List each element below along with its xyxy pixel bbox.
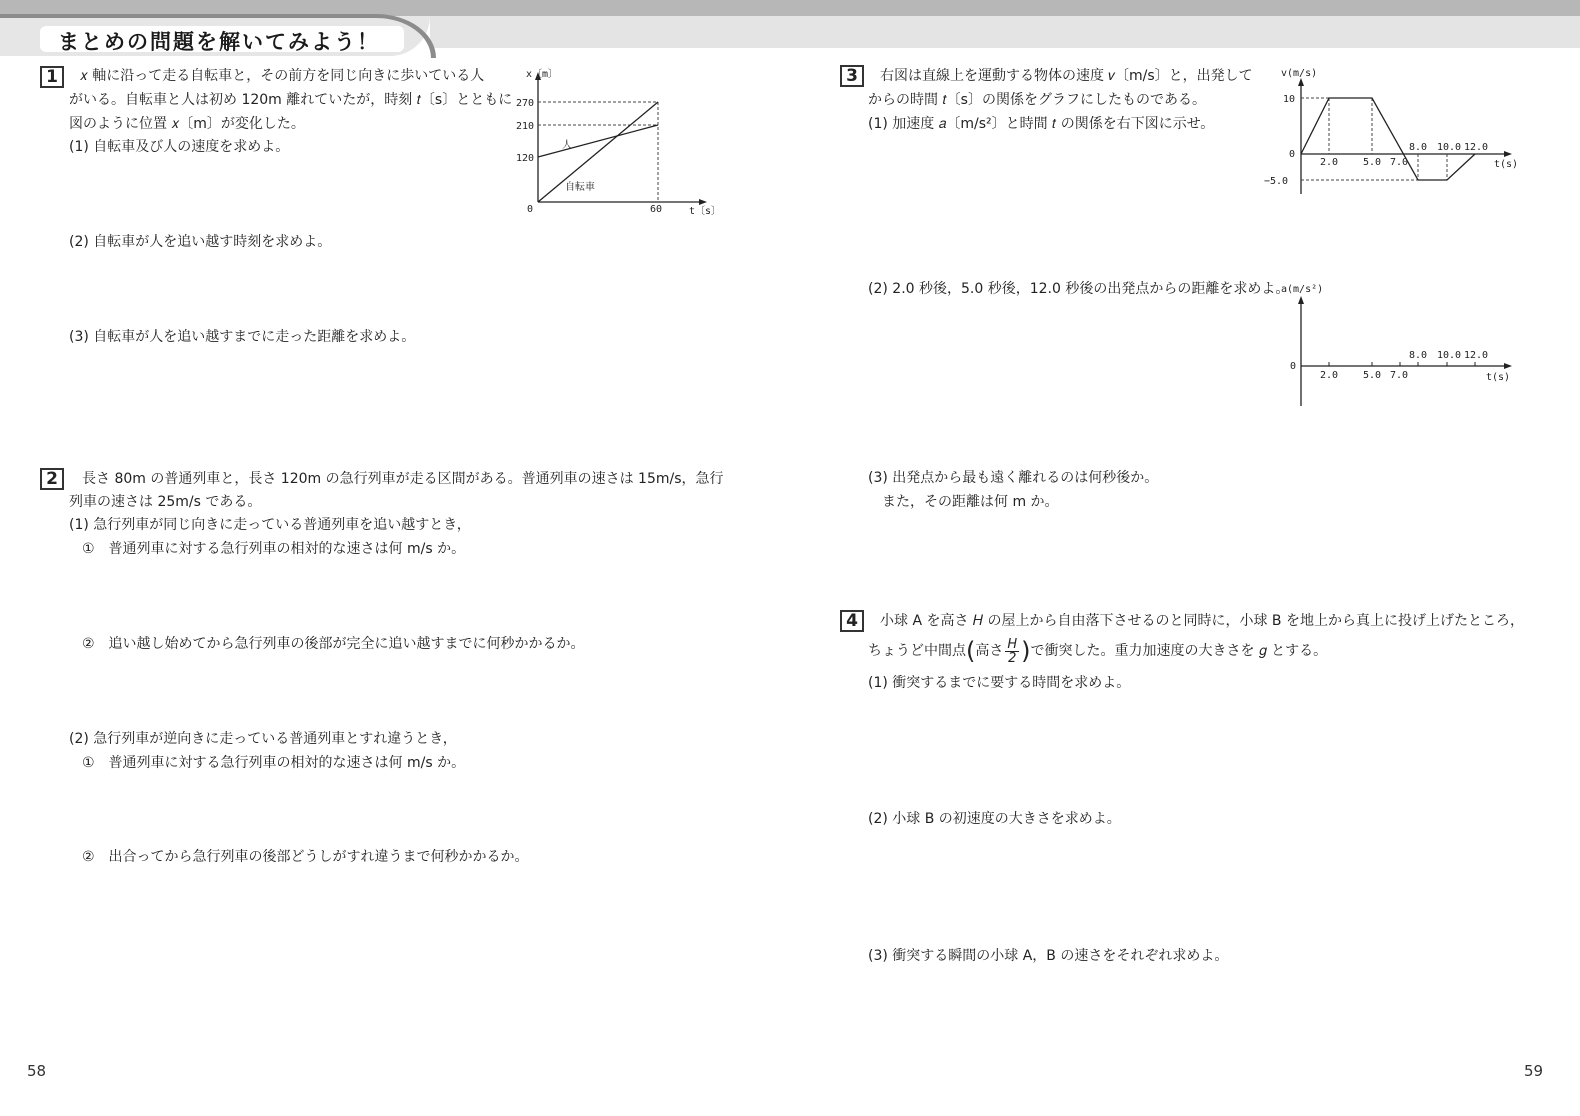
q1-part-1: (1) 自転車及び人の速度を求めよ。 [69,139,290,155]
page-title: まとめの問題を解いてみよう！ [58,30,380,54]
q2-part-1-sub-1: ① 普通列車に対する急行列車の相対的な速さは何 m/s か。 [82,541,466,557]
q4-text-line-1: 小球 A を高さ 𝐻 の屋上から自由落下させるのと同時に，小球 B を地上から真上に投げ上げたところ， [880,613,1524,629]
q1-part-2: (2) 自転車が人を追い越す時刻を求めよ。 [69,234,332,250]
q3-acceleration-answer-graph[interactable] [1262,280,1534,410]
left-page-number: 58 [27,1062,47,1080]
q4-part-2: (2) 小球 B の初速度の大きさを求めよ。 [868,811,1121,827]
x-axis-label: t(s) [1486,372,1511,383]
person-label: 人 [562,140,572,151]
x-axis-label: t(s) [1494,159,1519,170]
fraction-numerator: H [1007,636,1018,652]
q4-height-label: 高さ [975,643,1004,659]
x-tick-60: 60 [650,204,663,215]
q3-part-1: (1) 加速度 𝑎〔m/s²〕と時間 𝑡 の関係を右下図に示せ。 [868,116,1215,132]
x-tick-2: 2.0 [1320,157,1339,168]
right-page-number: 59 [1524,1062,1544,1080]
q1-text-line-3: 図のように位置 𝑥〔m〕が変化した。 [69,116,305,132]
q3-part-3-line-2: また，その距離は何 m か。 [882,494,1059,510]
x-tick-5: 5.0 [1363,370,1382,381]
x-tick-12: 12.0 [1464,142,1489,153]
y-tick-0: 0 [1290,361,1297,372]
x-tick-8: 8.0 [1409,142,1428,153]
x-axis-label: t〔s〕 [689,206,722,217]
q1-part-3: (3) 自転車が人を追い越すまでに走った距離を求めよ。 [69,329,416,345]
q2-part-2: (2) 急行列車が逆向きに走っている普通列車とすれ違うとき， [69,731,457,747]
q3-part-2: (2) 2.0 秒後，5.0 秒後，12.0 秒後の出発点からの距離を求めよ。 [868,281,1290,297]
x-tick-2: 2.0 [1320,370,1339,381]
q2-text-line-2: 列車の速さは 25m/s である。 [69,494,262,510]
y-axis-label: a(m/s²) [1281,284,1324,295]
x-tick-8: 8.0 [1409,350,1428,361]
h-over-2-fraction [1005,638,1019,665]
y-tick-10: 10 [1283,94,1296,105]
q3-text-line-2: からの時間 𝑡〔s〕の関係をグラフにしたものである。 [868,92,1206,108]
open-paren: ( [966,637,976,665]
q3-velocity-time-graph [1262,64,1534,198]
q3-text-line-1: 右図は直線上を運動する物体の速度 𝑣〔m/s〕と，出発して [880,68,1253,84]
x-tick-10: 10.0 [1437,142,1462,153]
q4-text-line-2b: で衝突した。重力加速度の大きさを 𝑔 とする。 [1030,643,1328,659]
question-1-number: 1 [40,66,64,88]
x-axis-arrow [1504,151,1512,157]
x-tick-5: 5.0 [1363,157,1382,168]
x-tick-10: 10.0 [1437,350,1462,361]
q2-part-2-sub-2: ② 出合ってから急行列車の後部どうしがすれ違うまで何秒かかるか。 [82,849,529,865]
x-axis-arrow [699,199,707,205]
y-axis-arrow [1298,296,1304,304]
y-axis-label: v(m/s) [1281,68,1318,79]
q1-position-time-graph [505,64,725,224]
q2-part-1-sub-2: ② 追い越し始めてから急行列車の後部が完全に追い越すまでに何秒かかるか。 [82,636,585,652]
q4-text-line-2a: ちょうど中間点 [868,643,966,659]
x-tick-12: 12.0 [1464,350,1489,361]
q4-part-3: (3) 衝突する瞬間の小球 A，B の速さをそれぞれ求めよ。 [868,948,1229,964]
y-tick-0: 0 [1289,149,1296,160]
y-tick-120: 120 [516,153,535,164]
x-tick-7: 7.0 [1390,157,1409,168]
header-band [430,16,1580,48]
question-2-number: 2 [40,468,64,490]
q2-text-line-1: 長さ 80m の普通列車と，長さ 120m の急行列車が走る区間がある。普通列車の速さは 15m/s，急行 [82,471,724,487]
question-4-number: 4 [840,610,864,632]
q1-text-line-2: がいる。自転車と人は初め 120m 離れていたが，時刻 𝑡〔s〕とともに [69,92,513,108]
x-axis-arrow [1504,363,1512,369]
q3-part-3: (3) 出発点から最も遠く離れるのは何秒後か。 [868,470,1159,486]
y-tick-minus5: −5.0 [1264,176,1289,187]
close-paren: ) [1021,637,1031,665]
q4-part-1: (1) 衝突するまでに要する時間を求めよ。 [868,675,1131,691]
y-axis-label: x〔m〕 [526,69,559,80]
q4-text-line-2 [868,634,1327,668]
x-tick-7: 7.0 [1390,370,1409,381]
y-tick-270: 270 [516,98,535,109]
fraction-denominator: 2 [1008,650,1017,666]
bicycle-label: 自転車 [565,182,595,193]
y-axis-arrow [1298,78,1304,86]
y-tick-210: 210 [516,121,535,132]
x-tick-0: 0 [527,204,534,215]
q2-part-1: (1) 急行列車が同じ向きに走っている普通列車を追い越すとき， [69,517,471,533]
question-3-number: 3 [840,65,864,87]
q2-part-2-sub-1: ① 普通列車に対する急行列車の相対的な速さは何 m/s か。 [82,755,466,771]
q1-text-line-1: 𝑥 軸に沿って走る自転車と，その前方を同じ向きに歩いている人 [80,68,485,84]
